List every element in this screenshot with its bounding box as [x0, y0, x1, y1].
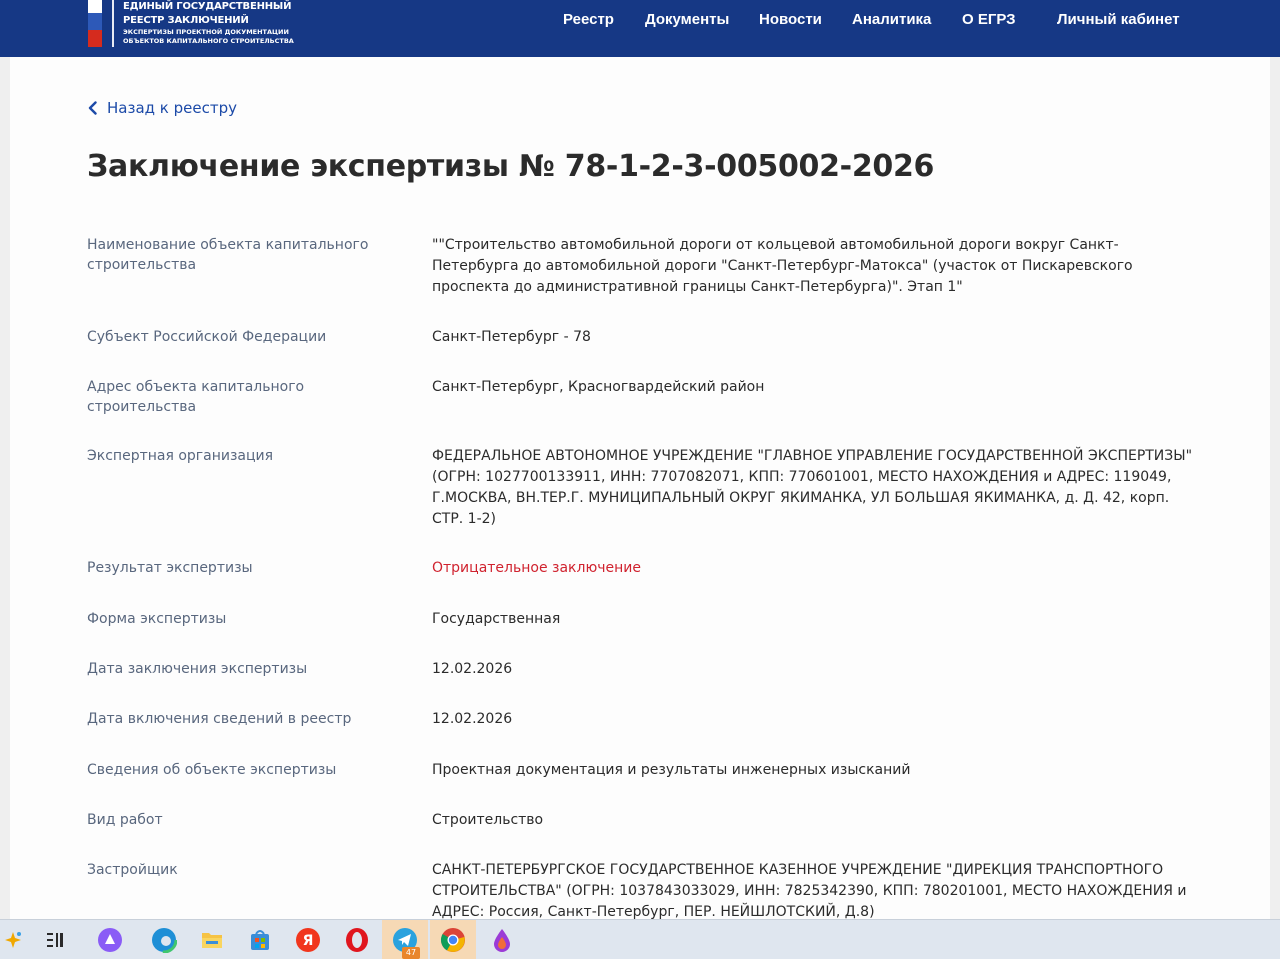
opera-icon[interactable] — [334, 920, 380, 959]
logo-divider — [112, 0, 114, 47]
value-registry-date: 12.02.2026 — [432, 711, 513, 727]
color-drop-icon[interactable] — [479, 920, 525, 959]
chevron-left-icon — [88, 101, 97, 115]
back-link-label: Назад к реестру — [107, 99, 237, 117]
svg-text:Я: Я — [302, 933, 314, 949]
site-header — [0, 0, 1280, 57]
label-work-type: Вид работ — [87, 812, 163, 828]
alice-icon[interactable] — [87, 920, 133, 959]
label-expertise-form: Форма экспертизы — [87, 611, 227, 627]
value-work-type: Строительство — [432, 812, 544, 828]
page-title: Заключение экспертизы № 78-1-2-3-005002-2026 — [87, 149, 935, 184]
label-object-address: Адрес объекта капитального строительства — [87, 379, 305, 415]
edge-icon[interactable] — [141, 920, 187, 959]
back-to-registry-link[interactable] — [88, 99, 237, 117]
label-expertise-result: Результат экспертизы — [87, 560, 253, 576]
nav-documents[interactable]: Документы — [645, 11, 730, 28]
logo-line-1: ЕДИНЫЙ ГОСУДАРСТВЕННЫЙ — [123, 1, 292, 12]
value-expert-organization: ФЕДЕРАЛЬНОЕ АВТОНОМНОЕ УЧРЕЖДЕНИЕ "ГЛАВНОЕ УПРАВЛЕНИЕ ГОСУДАРСТВЕННОЙ ЭКСПЕРТИЗЫ" (ОГРН: 1027700133911, ИНН: 7707082071, КПП: 770601001, МЕСТО НАХОЖДЕНИЯ и АДРЕС: 119049, Г.МОСКВА, ВН.ТЕР.Г. МУНИЦИПАЛЬНЫЙ ОКРУГ ЯКИМАНКА, УЛ БОЛЬШАЯ ЯКИМАНКА, д. Д. 42, корп. СТР. 1-2) — [432, 448, 1193, 527]
telegram-unread-badge: 47 — [402, 947, 420, 959]
file-explorer-icon[interactable] — [189, 920, 235, 959]
task-view-icon[interactable] — [32, 920, 78, 959]
value-federal-subject: Санкт-Петербург - 78 — [432, 329, 591, 345]
label-object-name: Наименование объекта капитального строительства — [87, 237, 369, 273]
value-conclusion-date: 12.02.2026 — [432, 661, 513, 677]
nav-about[interactable]: О ЕГРЗ — [962, 11, 1016, 28]
value-expertise-object: Проектная документация и результаты инженерных изысканий — [432, 762, 911, 778]
logo-line-3: ЭКСПЕРТИЗЫ ПРОЕКТНОЙ ДОКУМЕНТАЦИИ — [123, 28, 289, 36]
nav-analytics[interactable]: Аналитика — [852, 11, 932, 28]
content-card — [10, 57, 1270, 919]
logo-line-2: РЕЕСТР ЗАКЛЮЧЕНИЙ — [123, 15, 249, 26]
label-registry-date: Дата включения сведений в реестр — [87, 711, 352, 727]
value-expertise-form: Государственная — [432, 611, 561, 627]
label-expertise-object: Сведения об объекте экспертизы — [87, 762, 337, 778]
value-developer: САНКТ-ПЕТЕРБУРГСКОЕ ГОСУДАРСТВЕННОЕ КАЗЕННОЕ УЧРЕЖДЕНИЕ "ДИРЕКЦИЯ ТРАНСПОРТНОГО СТРОИТЕЛЬСТВА" (ОГРН: 1037843033029, ИНН: 7825342390, КПП: 780201001, МЕСТО НАХОЖДЕНИЯ и АДРЕС: Россия, Санкт-Петербург, ПЕР. НЕЙШЛОТСКИЙ, Д.8) — [432, 862, 1187, 919]
label-federal-subject: Субъект Российской Федерации — [87, 329, 327, 345]
value-object-address: Санкт-Петербург, Красногвардейский район — [432, 379, 765, 395]
logo-flag-icon[interactable] — [88, 0, 102, 47]
nav-news[interactable]: Новости — [759, 11, 822, 28]
windows-taskbar — [0, 919, 1280, 959]
chrome-icon[interactable] — [430, 920, 476, 959]
nav-registry[interactable]: Реестр — [563, 11, 614, 28]
value-object-name: ""Строительство автомобильной дороги от кольцевой автомобильной дороги вокруг Санкт-Петербурга до автомобильной дороги "Санкт-Петербург-Матокса" (участок от Пискаревского проспекта до административной границы Санкт-Петербурга)". Этап 1" — [432, 237, 1133, 295]
logo-line-4: ОБЪЕКТОВ КАПИТАЛЬНОГО СТРОИТЕЛЬСТВА — [123, 37, 294, 45]
nav-personal-account[interactable]: Личный кабинет — [1057, 11, 1180, 28]
copilot-icon[interactable] — [0, 920, 36, 959]
value-expertise-result: Отрицательное заключение — [432, 560, 641, 576]
yandex-browser-icon[interactable] — [285, 920, 331, 959]
label-developer: Застройщик — [87, 862, 178, 878]
microsoft-store-icon[interactable] — [237, 920, 283, 959]
label-expert-organization: Экспертная организация — [87, 448, 274, 464]
label-conclusion-date: Дата заключения экспертизы — [87, 661, 308, 677]
